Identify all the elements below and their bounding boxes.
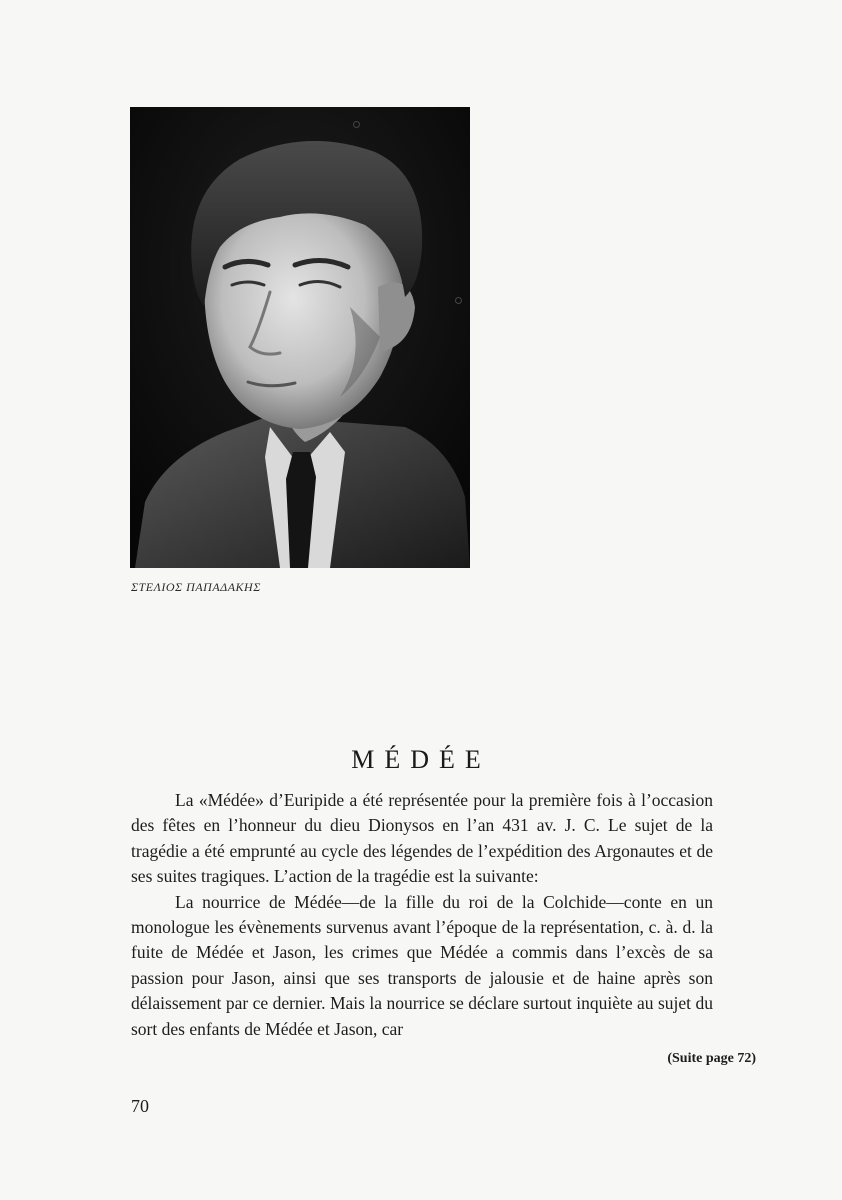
print-speck bbox=[353, 121, 360, 128]
page-number: 70 bbox=[131, 1096, 149, 1116]
portrait-illustration bbox=[130, 107, 470, 568]
article-title: MÉDÉE bbox=[351, 745, 491, 774]
photo-caption: ΣΤΕΛΙΟΣ ΠΑΠΑΔΑΚΗΣ bbox=[131, 580, 261, 594]
article-paragraph: La nourrice de Médée—de la fille du roi de la Colchide—conte en un monologue les évènements survenus avant l’époque de la représentation, c. à. d. la fuite de Médée et Jason, les crimes que Médée a commis dans l’excès de sa passion pour Jason, ainsi que ses transports de jalousie et de haine après son délaissement par ce dernier. Mais la nourrice se déclare surtout inquiète au sujet du sort des enfants de Médée et Jason, car bbox=[131, 891, 713, 1039]
portrait-photo bbox=[130, 107, 470, 568]
article-paragraph: La «Médée» d’Euripide a été représentée pour la première fois à l’occasion des fêtes en l’honneur du dieu Dionysos en l’an 431 av. J. C. Le sujet de la tragédie a été emprunté au cycle des légendes de l’expédition des Argonautes et de ses suites tragiques. L’action de la tragédie est la suivante: bbox=[131, 790, 713, 887]
print-speck bbox=[455, 297, 462, 304]
article-body bbox=[131, 788, 713, 1042]
continued-note: (Suite page 72) bbox=[667, 1051, 756, 1066]
